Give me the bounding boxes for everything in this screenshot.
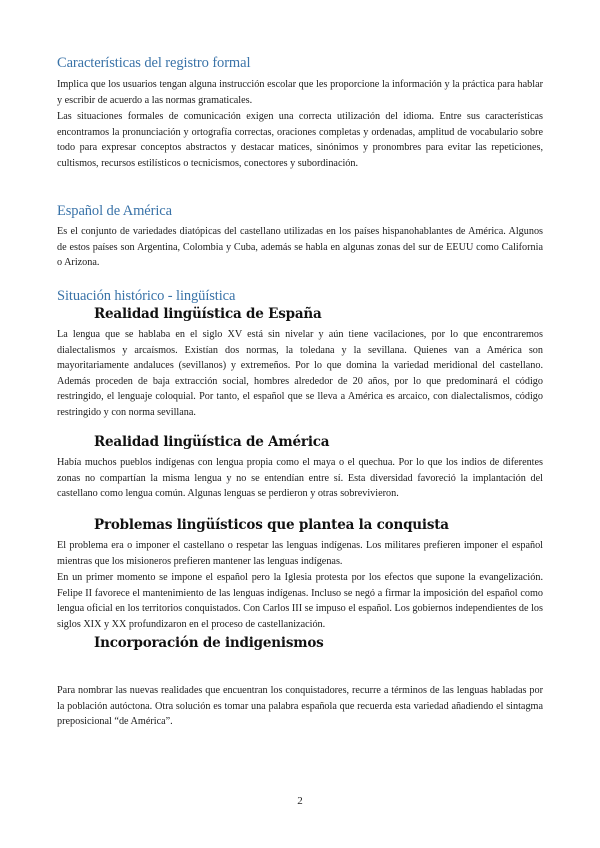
paragraph-problemas-1: El problema era o imponer el castellano o respetar las lenguas indígenas. Los militares prefieren imponer el español mientras que los misioneros prefieren mantener las lenguas indígenas. <box>57 540 543 567</box>
paragraph-registro-formal-2: Las situaciones formales de comunicación exigen una correcta utilización del idioma. Entre sus características encontramos la pronunciación y ortografía correctas, oraciones completas y ordenadas, amplitud de vocabulario sobre todo para expresar conceptos abstractos y destacar matices, sinónimos y pronombres para evitar las repeticiones, cultismos, recursos estilísticos o tecnicismos, conectores y subordinación. <box>57 111 543 169</box>
paragraph-espanol-america: Es el conjunto de variedades diatópicas del castellano utilizadas en los países hispanohablantes de América. Algunos de estos países son Argentina, Colombia y Cuba, además se habla en algunas zonas del sur de EEUU como California o Arizona. <box>57 226 543 269</box>
page-number: 2 <box>297 795 303 807</box>
heading-espanol-america: Español de América <box>57 203 172 219</box>
subheading-realidad-america: Realidad lingüística de América <box>94 434 330 450</box>
heading-registro-formal: Características del registro formal <box>57 55 251 71</box>
subheading-indigenismos: Incorporación de indigenismos <box>94 635 324 651</box>
paragraph-realidad-america: Había muchos pueblos indígenas con lengua propia como el maya o el quechua. Por lo que los indios de diferentes zonas no compartían la misma lengua y no se entendían entre sí. Esta diversidad favoreció la implantación del castellano como lengua común. Algunas lenguas se perdieron y otras sobrevivieron. <box>57 457 543 500</box>
paragraph-registro-formal-1: Implica que los usuarios tengan alguna instrucción escolar que les proporcione la información y la práctica para hablar y escribir de acuerdo a las normas gramaticales. <box>57 79 543 106</box>
paragraph-realidad-espana: La lengua que se hablaba en el siglo XV está sin nivelar y aún tiene vacilaciones, por lo que encontraremos dialectalismos y arcaísmos. Existían dos normas, la toledana y la sevillana. Quienes van a América son mayoritariamente andaluces (sevillanos) y extremeños. Por lo que domina la variedad meridional del castellano. Además proceden de baja extracción social, hombres alrededor de 20 años, por lo que predominará el código restringido, el lenguaje coloquial. Por tanto, el español que se lleva a América es arcaico, con dialectalismos, código restringido y con norma sevillana. <box>57 329 543 418</box>
subheading-realidad-espana: Realidad lingüística de España <box>94 306 322 322</box>
paragraph-problemas-2: En un primer momento se impone el español pero la Iglesia protesta por los efectos que supone la evangelización. Felipe II favorece el mantenimiento de las lenguas indígenas. Incluso se negó a firmar la imposición del español como lengua oficial en los territorios conquistados. Con Carlos III se impuso el español. Los gobiernos independientes de los siglos XIX y XX profundizaron en el proceso de castellanización. <box>57 572 543 630</box>
subheading-problemas-conquista: Problemas lingüísticos que plantea la conquista <box>94 517 449 533</box>
heading-situacion-historico: Situación histórico - lingüística <box>57 288 236 304</box>
paragraph-indigenismos: Para nombrar las nuevas realidades que encuentran los conquistadores, recurre a términos de las lenguas habladas por la población autóctona. Otra solución es tomar una palabra española que recuerda esta variedad añadiendo el sintagma preposicional “de América”. <box>57 685 543 728</box>
